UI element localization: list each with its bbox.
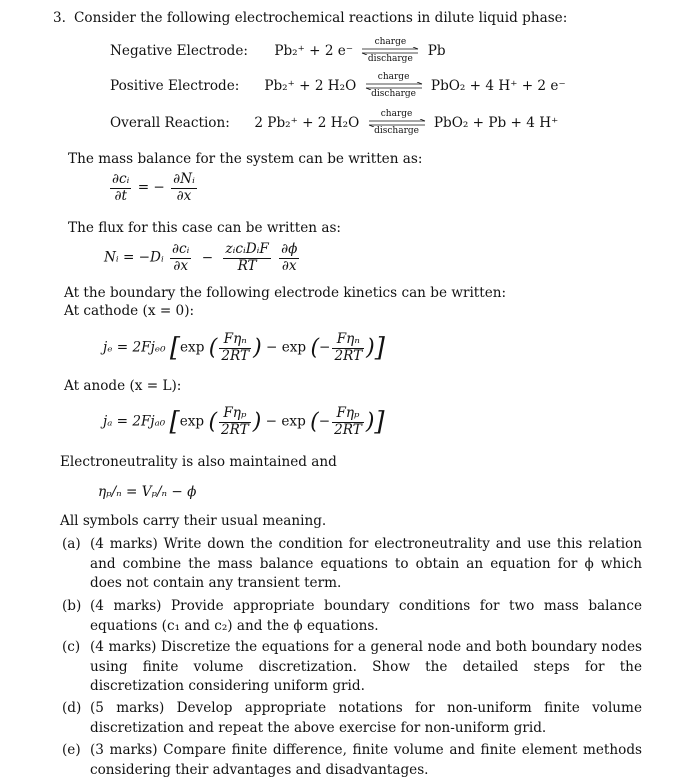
anode-text: At anode (x = L): — [64, 378, 182, 394]
arrow-top-label: charge — [377, 72, 410, 82]
flux-equation: Nᵢ = −Dᵢ $\frac{\text{∂cᵢ}}{\partial x}$ − $\frac{\text{zᵢcᵢDᵢF}}{RT}$ $\frac{\partial\phi}{\partial x}$ — [104, 241, 298, 274]
electroneutrality-text: Electroneutrality is also maintained and — [60, 454, 337, 470]
fraction: $\frac{\text{∂cᵢ}}{\partial t}$ — [112, 171, 130, 204]
part-text: (5 marks) Develop appropriate notations for non-uniform finite volume discretization and repeat the above exercise for non-uniform grid. — [90, 700, 642, 736]
reaction-label: Negative Electrode: — [110, 42, 249, 59]
part-text: (4 marks) Write down the condition for electroneutrality and use this relation and combine the mass balance equations to obtain an equation for ϕ which does not contain any transient term. — [90, 536, 642, 591]
reaction-rhs: PbO₂ + Pb + 4 H⁺ — [433, 114, 559, 131]
reaction-lhs: 2 Pb₂⁺ + 2 H₂O — [254, 114, 360, 131]
fraction: $\frac{\partial\phi}{\partial x}$ — [281, 241, 298, 274]
reaction-overall — [110, 110, 558, 137]
arrow-top-label: charge — [380, 109, 413, 119]
reaction-lhs: Pb₂⁺ + 2 e⁻ — [274, 42, 354, 59]
fraction: $\frac{\text{zᵢcᵢDᵢF}}{RT}$ — [225, 241, 269, 274]
arrow-top-label: charge — [374, 37, 407, 47]
equilibrium-arrow-icon — [364, 73, 424, 100]
reaction-positive — [110, 73, 566, 100]
anode-equation: jₐ = 2Fjₐ₀ [exp ( $\frac{\text{Fηₚ}}{2RT}$ ) − exp (− $\frac{\text{Fηₚ}}{2RT}$ )] — [103, 405, 385, 438]
reaction-label: Overall Reaction: — [110, 114, 230, 131]
fraction: $\frac{\text{Fηₚ}}{2RT}$ — [221, 405, 249, 438]
part-text: (3 marks) Compare finite difference, finite volume and finite element methods considering their advantages and disadvantages. — [90, 742, 642, 778]
part-label: (a) — [62, 536, 81, 552]
part-label: (d) — [62, 700, 82, 716]
equilibrium-arrow-icon — [367, 110, 427, 137]
question-number: 3. — [53, 10, 66, 26]
question-part-e — [62, 741, 642, 780]
arrow-bottom-label: discharge — [374, 126, 419, 137]
question-part-a — [62, 535, 642, 594]
fraction: $\frac{\text{Fηₙ}}{2RT}$ — [221, 331, 250, 364]
symbols-text: All symbols carry their usual meaning. — [60, 513, 327, 529]
equals-sign: = − — [137, 179, 165, 196]
reaction-rhs: PbO₂ + 4 H⁺ + 2 e⁻ — [430, 77, 566, 94]
reaction-label: Positive Electrode: — [110, 77, 240, 94]
fraction: $\frac{\text{Fηₙ}}{2RT}$ — [334, 331, 363, 364]
question-part-b — [62, 597, 642, 636]
part-label: (e) — [62, 742, 81, 758]
question-part-c — [62, 638, 642, 697]
part-label: (c) — [62, 639, 81, 655]
fraction: $\frac{\text{∂cᵢ}}{\partial x}$ — [172, 241, 190, 274]
mass-balance-equation — [108, 172, 199, 204]
boundary-text: At the boundary the following electrode kinetics can be written: — [64, 285, 507, 301]
cathode-text: At cathode (x = 0): — [64, 303, 195, 319]
overpotential-equation: ηₚ/ₙ = Vₚ/ₙ − ϕ — [98, 484, 197, 500]
arrow-bottom-label: discharge — [367, 54, 413, 65]
reaction-lhs: Pb₂⁺ + 2 H₂O — [264, 77, 357, 94]
fraction: $\frac{\text{Fηₚ}}{2RT}$ — [334, 405, 362, 438]
reaction-negative — [110, 38, 446, 65]
question-part-d — [62, 699, 642, 738]
reaction-rhs: Pb — [427, 42, 446, 59]
equilibrium-arrow-icon — [360, 38, 420, 65]
flux-text: The flux for this case can be written as: — [68, 220, 342, 236]
question-intro: Consider the following electrochemical reactions in dilute liquid phase: — [74, 10, 568, 26]
cathode-equation: jₑ = 2Fjₑ₀ [exp ( $\frac{\text{Fηₙ}}{2RT}$ ) − exp (− $\frac{\text{Fηₙ}}{2RT}$ )] — [103, 331, 385, 364]
part-text: (4 marks) Discretize the equations for a general node and both boundary nodes using finite volume discretization. Show the detailed steps for the discretization considering uniform grid. — [90, 639, 642, 694]
fraction: $\frac{\text{∂Nᵢ}}{\partial x}$ — [173, 171, 195, 204]
part-label: (b) — [62, 598, 82, 614]
arrow-bottom-label: discharge — [371, 89, 417, 100]
mass-balance-text: The mass balance for the system can be written as: — [68, 151, 423, 167]
part-text: (4 marks) Provide appropriate boundary conditions for two mass balance equations (c₁ and c₂) and the ϕ equations. — [90, 598, 642, 634]
